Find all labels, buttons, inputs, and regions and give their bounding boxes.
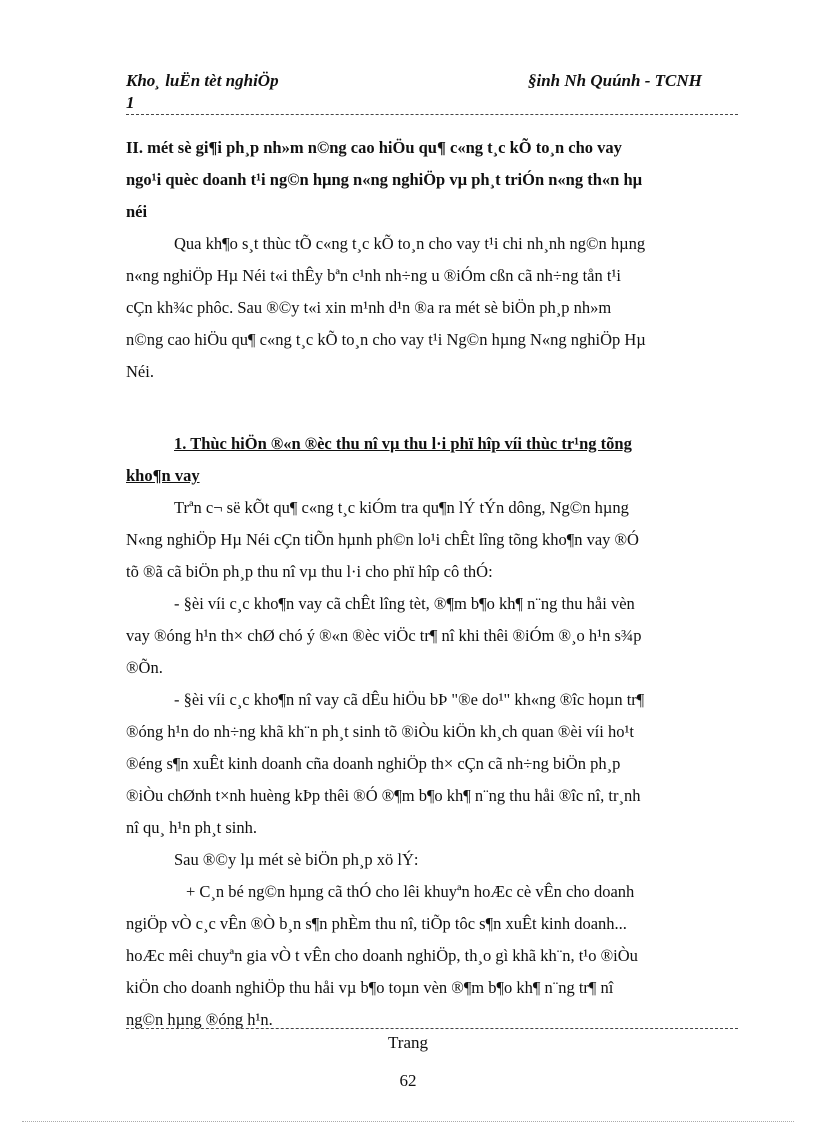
section-title-line: ngo¹i quèc doanh t¹i ng©n hµng n«ng nghiÖp vµ ph¸t triÓn n«ng th«n hµ	[126, 170, 643, 189]
page-edge-divider	[22, 1121, 794, 1122]
paragraph-line: Trªn c¬ së kÕt qu¶ c«ng t¸c kiÓm tra qu¶n lÝ tÝn dông, Ng©n hµng	[174, 498, 629, 517]
paragraph-good-loans	[126, 588, 738, 684]
section-title-line: néi	[126, 202, 148, 221]
paragraph-line: Qua kh¶o s¸t thùc tÕ c«ng t¸c kÕ to¸n cho vay t¹i chi nh¸nh ng©n hµng	[174, 234, 646, 253]
header-title-number: 1	[126, 93, 135, 112]
paragraph-line: Sau ®©y lµ mét sè biÖn ph¸p xö lÝ:	[174, 850, 419, 869]
paragraph-risky-loans	[126, 684, 738, 844]
paragraph-line: ng©n hµng ®óng h¹n.	[126, 1010, 273, 1029]
header-title-line: Kho¸ luËn tèt nghiÖp	[126, 71, 279, 90]
subheading-line	[126, 460, 738, 492]
paragraph-line: hoÆc mêi chuyªn gia vÒ t vÊn cho doanh nghiÖp, th¸o gì khã kh¨n, t¹o ®iÒu	[126, 946, 638, 965]
section-title-line: II. mét sè gi¶i ph¸p nh»m n©ng cao hiÖu qu¶ c«ng t¸c kÕ to¸n cho vay	[126, 138, 622, 157]
footer-page-label: Trang	[388, 1033, 428, 1052]
paragraph-measure-advice	[126, 876, 738, 1036]
subheading-line	[126, 428, 738, 460]
paragraph-line: ®óng h¹n do nh÷ng khã kh¨n ph¸t sinh tõ ®iÒu kiÖn kh¸ch quan ®èi víi ho¹t	[126, 722, 634, 741]
subheading-text: kho¶n vay	[126, 466, 200, 485]
paragraph-line: n«ng nghiÖp Hµ Néi t«i thÊy bªn c¹nh nh÷ng u ®iÓm cßn cã nh÷ng tån t¹i	[126, 266, 621, 285]
footer-page-number: 62	[399, 1071, 417, 1090]
paragraph-line: n©ng cao hiÖu qu¶ c«ng t¸c kÕ to¸n cho vay t¹i Ng©n hµng N«ng nghiÖp Hµ	[126, 330, 646, 349]
subheading-text: 1. Thùc hiÖn ®«n ®èc thu nî vµ thu l·i phï hîp víi thùc tr¹ng tõng	[174, 434, 632, 453]
header-divider	[126, 114, 738, 115]
paragraph-gap	[126, 388, 738, 428]
paragraph-line: ®Õn.	[126, 658, 163, 677]
subheading	[126, 428, 738, 492]
paragraph-line: nî qu¸ h¹n ph¸t sinh.	[126, 818, 257, 837]
paragraph-line: ngiÖp vÒ c¸c vÊn ®Ò b¸n s¶n phÈm thu nî, tiÕp tôc s¶n xuÊt kinh doanh...	[126, 914, 627, 933]
paragraph-line: kiÖn cho doanh nghiÖp thu håi vµ b¶o toµn vèn ®¶m b¶o kh¶ n¨ng tr¶ nî	[126, 978, 614, 997]
header-author: §inh Nh Quúnh - TCNH	[528, 71, 702, 90]
page-body	[126, 132, 738, 1036]
paragraph-line: tõ ®ã cã biÖn ph¸p thu nî vµ thu l·i cho phï hîp cô thÓ:	[126, 562, 493, 581]
paragraph-line: N«ng nghiÖp Hµ Néi cÇn tiÕn hµnh ph©n lo¹i chÊt lîng tõng kho¶n vay ®Ó	[126, 530, 639, 549]
paragraph-line: ®éng s¶n xuÊt kinh doanh cña doanh nghiÖp th× cÇn cã nh÷ng biÖn ph¸p	[126, 754, 621, 773]
footer-divider	[126, 1028, 738, 1029]
paragraph-line: - §èi víi c¸c kho¶n vay cã chÊt lîng tèt, ®¶m b¶o kh¶ n¨ng thu håi vèn	[174, 594, 635, 613]
paragraph-line: - §èi víi c¸c kho¶n nî vay cã dÊu hiÖu bÞ "®e do¹" kh«ng ®îc hoµn tr¶	[174, 690, 645, 709]
section-title	[126, 132, 738, 228]
paragraph-line: ®iÒu chØnh t×nh huèng kÞp thêi ®Ó ®¶m b¶o kh¶ n¨ng thu håi ®îc nî, tr¸nh	[126, 786, 641, 805]
paragraph-line: Néi.	[126, 362, 154, 381]
intro-paragraph	[126, 228, 738, 388]
paragraph-line: + C¸n bé ng©n hµng cã thÓ cho lêi khuyªn hoÆc cè vÊn cho doanh	[186, 882, 635, 901]
paragraph-line: cÇn kh¾c phôc. Sau ®©y t«i xin m¹nh d¹n ®a ra mét sè biÖn ph¸p nh»m	[126, 298, 612, 317]
paragraph-line: vay ®óng h¹n th× chØ chó ý ®«n ®èc viÖc tr¶ nî khi thêi ®iÓm ®¸o h¹n s¾p	[126, 626, 642, 645]
paragraph-measures-intro	[126, 844, 738, 876]
header-thesis-title	[126, 70, 426, 114]
paragraph-classification	[126, 492, 738, 588]
